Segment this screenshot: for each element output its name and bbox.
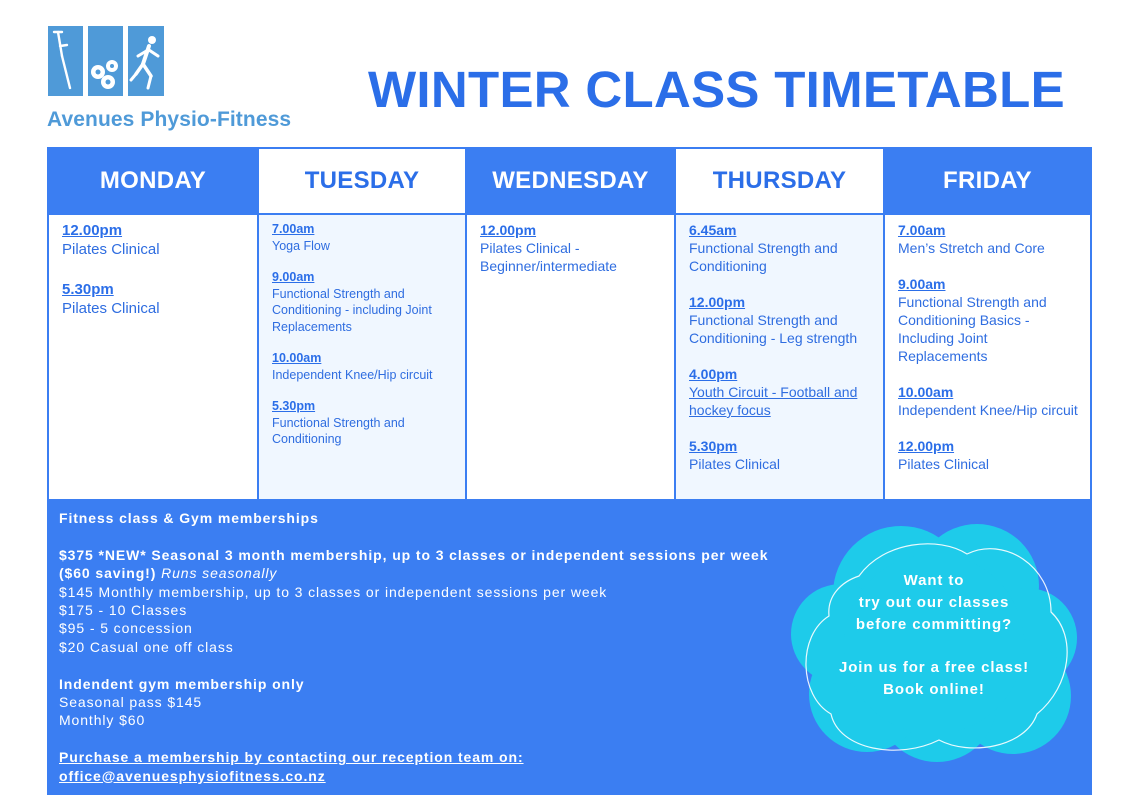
promo-text bbox=[800, 570, 1068, 701]
session-time[interactable]: 6.45am bbox=[689, 222, 737, 238]
session-time[interactable]: 4.00pm bbox=[689, 366, 738, 382]
session-name: Yoga Flow bbox=[272, 238, 330, 253]
session-time[interactable]: 5.30pm bbox=[272, 399, 316, 413]
day-column-tuesday bbox=[257, 149, 465, 499]
class-session bbox=[272, 398, 453, 448]
seasonal-saving: ($60 saving!) bbox=[59, 565, 157, 582]
session-name: Independent Knee/Hip circuit bbox=[272, 367, 433, 382]
session-name: Functional Strength and Conditioning - including Joint Replacements bbox=[272, 286, 432, 334]
session-name: Functional Strength and Conditioning - Leg strength bbox=[689, 312, 858, 346]
membership-option: $145 Monthly membership, up to 3 classes or independent sessions per week bbox=[59, 583, 608, 600]
session-name: Functional Strength and Conditioning Basics - Including Joint Replacements bbox=[898, 294, 1047, 364]
day-column-wednesday bbox=[465, 149, 674, 499]
session-name: Functional Strength and Conditioning bbox=[272, 415, 405, 446]
logo-tiles-icon bbox=[48, 26, 164, 96]
session-name: Independent Knee/Hip circuit bbox=[898, 402, 1078, 418]
day-sessions bbox=[885, 213, 1090, 499]
gym-option: Monthly $60 bbox=[59, 712, 146, 729]
class-session bbox=[898, 383, 1078, 419]
timetable bbox=[47, 147, 1092, 499]
class-session bbox=[62, 280, 245, 318]
day-header: MONDAY bbox=[49, 149, 257, 213]
session-time[interactable]: 12.00pm bbox=[898, 438, 955, 454]
membership-option: $20 Casual one off class bbox=[59, 638, 234, 655]
session-time[interactable]: 7.00am bbox=[272, 222, 315, 236]
session-name: Pilates Clinical bbox=[898, 456, 990, 472]
seasonal-saving-line bbox=[59, 564, 819, 582]
membership-info bbox=[59, 509, 819, 785]
session-name: Pilates Clinical bbox=[62, 241, 160, 258]
seasonal-note: Runs seasonally bbox=[161, 565, 278, 582]
class-session bbox=[898, 275, 1078, 365]
membership-heading: Fitness class & Gym memberships bbox=[59, 510, 319, 526]
gym-option: Seasonal pass $145 bbox=[59, 694, 203, 711]
session-time[interactable]: 5.30pm bbox=[62, 281, 114, 298]
class-session bbox=[898, 437, 1078, 473]
book-online-link[interactable]: Book online! bbox=[883, 680, 985, 698]
session-name: Pilates Clinical bbox=[689, 456, 781, 472]
day-sessions bbox=[676, 213, 883, 499]
day-header: FRIDAY bbox=[885, 149, 1090, 213]
contact-line: Purchase a membership by contacting our reception team on: bbox=[59, 749, 524, 766]
class-session bbox=[272, 221, 453, 254]
day-column-friday bbox=[883, 149, 1090, 499]
gym-membership-heading: Indendent gym membership only bbox=[59, 675, 305, 692]
session-time[interactable]: 12.00pm bbox=[480, 222, 537, 238]
day-column-monday bbox=[49, 149, 257, 499]
session-time[interactable]: 12.00pm bbox=[62, 222, 123, 239]
session-time[interactable]: 7.00am bbox=[898, 222, 946, 238]
session-time[interactable]: 9.00am bbox=[272, 270, 315, 284]
session-name: Pilates Clinical - Beginner/intermediate bbox=[480, 240, 617, 274]
session-name: Functional Strength and Conditioning bbox=[689, 240, 838, 274]
day-sessions bbox=[259, 213, 465, 499]
day-sessions bbox=[49, 213, 257, 499]
contact-email-link[interactable]: office@avenuesphysiofitness.co.nz bbox=[59, 767, 326, 784]
class-session bbox=[62, 221, 245, 259]
promo-line[interactable]: Join us for a free class! bbox=[838, 659, 1030, 677]
promo-line: try out our classes bbox=[858, 593, 1010, 611]
class-session bbox=[689, 437, 871, 473]
session-time[interactable]: 10.00am bbox=[898, 384, 954, 400]
membership-option: $175 - 10 Classes bbox=[59, 602, 188, 619]
page-title: WINTER CLASS TIMETABLE bbox=[368, 61, 1065, 118]
promo-line: Want to bbox=[903, 572, 965, 589]
session-time[interactable]: 10.00am bbox=[272, 351, 322, 365]
promo-line: before committing? bbox=[855, 615, 1013, 633]
session-name: Pilates Clinical bbox=[62, 300, 160, 317]
session-time[interactable]: 9.00am bbox=[898, 276, 946, 292]
brand-logo bbox=[47, 26, 299, 136]
class-session bbox=[689, 365, 871, 419]
class-session bbox=[689, 221, 871, 275]
class-session bbox=[272, 269, 453, 335]
class-session bbox=[689, 293, 871, 347]
membership-option: $95 - 5 concession bbox=[59, 620, 193, 637]
day-header: TUESDAY bbox=[259, 149, 465, 213]
day-sessions bbox=[467, 213, 674, 499]
session-name: Men’s Stretch and Core bbox=[898, 240, 1045, 256]
class-session bbox=[272, 350, 453, 383]
class-session bbox=[898, 221, 1078, 257]
brand-name: Avenues Physio-Fitness bbox=[47, 108, 292, 131]
day-column-thursday bbox=[674, 149, 883, 499]
class-session bbox=[480, 221, 662, 275]
session-time[interactable]: 12.00pm bbox=[689, 294, 746, 310]
day-header: THURSDAY bbox=[676, 149, 883, 213]
day-header: WEDNESDAY bbox=[467, 149, 674, 213]
session-name-link[interactable]: Youth Circuit - Football and hockey focus bbox=[689, 384, 858, 418]
session-time[interactable]: 5.30pm bbox=[689, 438, 738, 454]
seasonal-membership: $375 *NEW* Seasonal 3 month membership, up to 3 classes or independent sessions per week bbox=[59, 546, 769, 563]
